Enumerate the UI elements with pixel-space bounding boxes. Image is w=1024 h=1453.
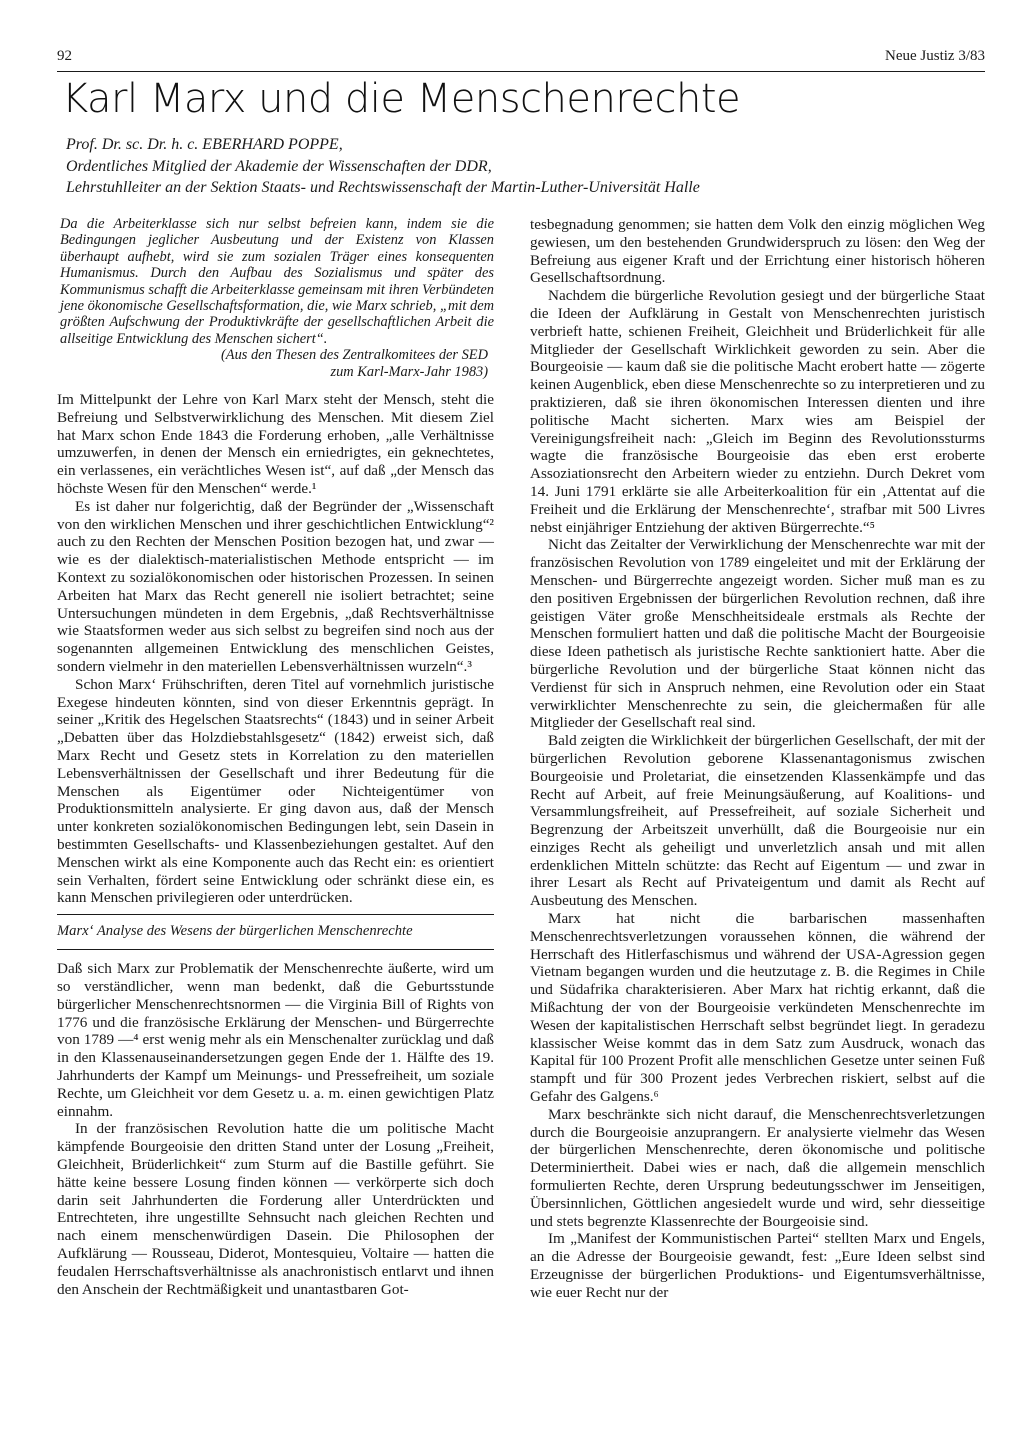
author-line: Prof. Dr. sc. Dr. h. c. EBERHARD POPPE, (66, 136, 343, 153)
article-title: Karl Marx und die Menschenrechte (62, 76, 741, 122)
epigraph-source-line-1: (Aus den Thesen des Zentralkomitees der SED (221, 347, 488, 364)
body-paragraph: Nicht das Zeitalter der Verwirklichung der Menschenrechte war mit der französischen Revolution von 1789 eingeleitet und mit der Erklärung der Menschen- und Bürgerrechte angezeigt worden. Sicher muß man es zu den positiven Ergebnissen der bürgerlichen Revolution rechnen, daß ihre geistigen Väter große Menschheitsideale erstmals als Rechte der Menschen formuliert hatten und daß die politische Macht der Bourgeoisie diese Ideen pathetisch als juristische Rechte sanktioniert hatte. Aber die bürgerliche Revolution und der bürgerliche Staat können nicht das Verdienst für sich in Anspruch nehmen, eine Revolution oder ein Staat verwirklichter Menschenrechte zu sein, die gleichermaßen für alle Mitglieder der Gesellschaft real sind. (530, 536, 985, 732)
body-paragraph: Schon Marx‘ Frühschriften, deren Titel auf vornehmlich juristische Exegese hindeuten könnten, sind von dieser Erkenntnis geprägt. In seiner „Kritik des Hegelschen Staatsrechts“ (1843) und in seiner Arbeit „Debatten über das Holzdiebstahlsgesetz“ (1842) erweist sich, daß Marx Recht und Gesetz stets in Korrelation zu den materiellen Lebensverhältnissen der Gesellschaft und ihrer Bedeutung für die Menschen als Eigentümer oder Nichteigentümer von Produktionsmitteln analysierte. Er ging davon aus, daß der Mensch unter konkreten sozialökonomischen Bedingungen lebt, sein Dasein in bestimmten Gesellschafts- und Klassenbeziehungen gestaltet. Auf den Menschen wirkt als eine Komponente auch das Recht ein: es orientiert sein Verhalten, fördert seine Entwicklung oder schränkt diese ein, es kann Menschen privilegieren oder unterdrücken. (57, 675, 494, 907)
right-column (530, 216, 985, 1302)
body-paragraph: Marx hat nicht die barbarischen massenhaften Menschenrechtsverletzungen voraussehen können, die während der Herrschaft des Hitlerfaschismus und während der USA-Agression gegen Vietnam begangen wurden und die heutzutage z. B. die Regimes in Chile und Südafrika charakterisieren. Aber Marx hat richtig erkannt, daß die Mißachtung der von der Bourgeoisie verkündeten Menschenrechte im Wesen der kapitalistischen Herrschaft selbst begründet liegt. In geradezu klassischer Weise kommt das in dem Satz zum Ausdruck, wonach das Kapital für 100 Prozent Profit alle menschlichen Gesetze unter seinen Fuß stampft und für 300 Prozent jedes Verbrechen riskiert, selbst auf die Gefahr des Galgens.⁶ (530, 910, 985, 1106)
body-paragraph: Marx beschränkte sich nicht darauf, die Menschenrechtsverletzungen durch die Bourgeoisie anzuprangern. Er analysierte vielmehr das Wesen der bürgerlichen Menschenrechte, deren ökonomische und politische Determiniertheit. Dabei wies er nach, daß die allgemein menschlich formulierten Rechte, deren Ursprung bedeutungsschwer im Jenseitigen, Übersinnlichen, Göttlichen angesiedelt wurde und wird, sehr diesseitige und stets begrenzte Klassenrechte der Bourgeoisie sind. (530, 1105, 985, 1230)
byline (66, 134, 966, 199)
body-paragraph: Im „Manifest der Kommunistischen Partei“ stellten Marx und Engels, an die Adresse der Bourgeoisie gewandt, fest: „Eure Ideen selbst sind Erzeugnisse der bürgerlichen Produktions- und Eigentumsverhältnisse, wie euer Recht nur der (530, 1230, 985, 1301)
author-affiliation-university: Lehrstuhlleiter an der Sektion Staats- und Rechtswissenschaft der Martin-Luther-Universität Halle (66, 179, 700, 196)
journal-issue: Neue Justiz 3/83 (885, 48, 985, 64)
running-head (57, 48, 985, 68)
left-column (57, 216, 494, 1298)
author-affiliation-academy: Ordentliches Mitglied der Akademie der Wissenschaften der DDR, (66, 157, 492, 175)
page-number: 92 (57, 48, 72, 64)
body-paragraph: Nachdem die bürgerliche Revolution gesiegt und der bürgerliche Staat die Ideen der Aufklärung in Gestalt von Menschenrechten juristisch verbrieft hatte, schienen Freiheit, Gleichheit und Brüderlichkeit für alle Mitglieder der Gesellschaft Wirklichkeit geworden zu sein. Aber die Bourgeoisie — kaum daß sie die politische Macht erobert hatte — zögerte keinen Augenblick, eben diese Menschenrechte so zu interpretieren und zu praktizieren, daß sie ihren ökonomischen Interessen dienten und ihre politische Macht sicherten. Marx wies am Beispiel der Vereinigungsfreiheit nach: „Gleich im Beginn des Revolutionssturms wagte die französische Bourgeoisie das eben erst eroberte Assoziationsrecht den Arbeitern wieder zu entziehn. Durch Dekret vom 14. Juni 1791 erklärte sie alle Arbeiterkoalition für ein ‚Attentat auf die Freiheit und die Erklärung der Menschenrechte‘, strafbar mit 500 Livres nebst einjähriger Entziehung der aktiven Bürgerrechte.“⁵ (530, 287, 985, 536)
body-paragraph: Im Mittelpunkt der Lehre von Karl Marx steht der Mensch, steht die Befreiung und Selbstverwirklichung des Menschen. Mit diesem Ziel hat Marx schon Ende 1843 die Forderung erhoben, „alle Verhältnisse umzuwerfen, in denen der Mensch ein erniedrigtes, ein geknechtetes, ein verlassenes, ein verächtliches Wesen ist“, auf daß „der Mensch das höchste Wesen für den Menschen“ werde.¹ (57, 391, 494, 498)
body-paragraph: Es ist daher nur folgerichtig, daß der Begründer der „Wissenschaft von den wirklichen Menschen und ihrer geschichtlichen Entwicklung“² auch zu den Rechten der Menschen Position bezogen hat, und zwar — wie es der dialektisch-materialistischen Methode entspricht — im Kontext zu sozialökonomischen oder historischen Prozessen. In seinen Arbeiten hat Marx das Recht generell nie isoliert betrachtet; seine Untersuchungen mündeten in dem Ergebnis, „daß Rechtsverhältnisse wie Staatsformen weder aus sich selbst zu begreifen sind noch aus der sogenannten allgemeinen Entwicklung des menschlichen Geistes, sondern vielmehr in den materiellen Lebensverhältnissen wurzeln“.³ (57, 497, 494, 676)
epigraph-source-line-2: zum Karl-Marx-Jahr 1983) (330, 363, 488, 380)
epigraph: Da die Arbeiterklasse sich nur selbst befreien kann, indem sie die Bedingungen jeglicher Ausbeutung und der Existenz von Klassen überhaupt aufhebt, wird sie zum sozialen Träger eines konsequenten Humanismus. Durch den Aufbau des Sozialismus und später des Kommunismus schafft die Arbeiterklasse gemeinsam mit ihren Verbündeten jene ökonomische Gesellschaftsformation, die, wie Marx schrieb, „mit dem größten Aufschwung der Produktivkräfte der gesellschaftlichen Arbeit die allseitige Entwicklung des Menschen sichert“. (60, 216, 494, 347)
body-paragraph: In der französischen Revolution hatte die um politische Macht kämpfende Bourgeoisie den dritten Stand unter der Losung „Freiheit, Gleichheit, Brüderlichkeit“ zum Sturm auf die Bastille geführt. Sie hätte keine bessere Losung finden können — verkörperte sich doch darin seit Jahrhunderten die Forderung aller Unterdrückten und Entrechteten, ihre ungestillte Sehnsucht nach gleichen Rechten und nach einem menschenwürdigen Dasein. Die Philosophen der Aufklärung — Rousseau, Diderot, Montesquieu, Voltaire — hatten die feudalen Herrschaftsverhältnisse als anachronistisch entlarvt und ihnen den Anschein der Rechtmäßigkeit und unantastbaren Got- (57, 1120, 494, 1298)
epigraph-source (57, 347, 494, 380)
header-rule (57, 71, 985, 72)
section-heading: Marx‘ Analyse des Wesens der bürgerlichen Menschenrechte (57, 923, 413, 940)
section-heading-box (57, 914, 494, 950)
body-paragraph: tesbegnadung genommen; sie hatten dem Volk den einzig möglichen Weg gewiesen, um den bestehenden Grundwiderspruch zu lösen: den Weg der Befreiung aus eigener Kraft und der Errichtung einer historisch höheren Gesellschaftsordnung. (530, 216, 985, 287)
body-paragraph: Daß sich Marx zur Problematik der Menschenrechte äußerte, wird um so verständlicher, wenn man bedenkt, daß die Geburtsstunde bürgerlicher Menschenrechtsnormen — die Virginia Bill of Rights von 1776 und die französische Erklärung der Menschen- und Bürgerrechte von 1789 —⁴ erst wenig mehr als ein Menschenalter zurücklag und daß in den Klassenauseinandersetzungen gegen Ende der 1. Hälfte des 19. Jahrhunderts der Kampf um Meinungs- und Pressefreiheit, um soziale Rechte, um Gleichheit vor dem Gesetz u. a. m. einen gewichtigen Platz einnahm. (57, 960, 494, 1120)
body-paragraph: Bald zeigten die Wirklichkeit der bürgerlichen Gesellschaft, der mit der bürgerlichen Revolution geborene Klassenantagonismus zwischen Bourgeoisie und Proletariat, die einsetzenden Klassenkämpfe und das Recht auf Arbeit, auf freie Meinungsäußerung, auf Koalitions- und Versammlungsfreiheit, auf Pressefreiheit, auf soziale Sicherheit und Begrenzung der Arbeitszeit unverhüllt, daß die Bourgeoisie nur ein einziges Recht als geheiligt und unverletzlich ansah und mit allen erdenklichen Mitteln schützte: das Recht auf Eigentum — und zwar in ihrer Lesart als Recht auf Privateigentum und damit als Recht auf Ausbeutung des Menschen. (530, 732, 985, 910)
